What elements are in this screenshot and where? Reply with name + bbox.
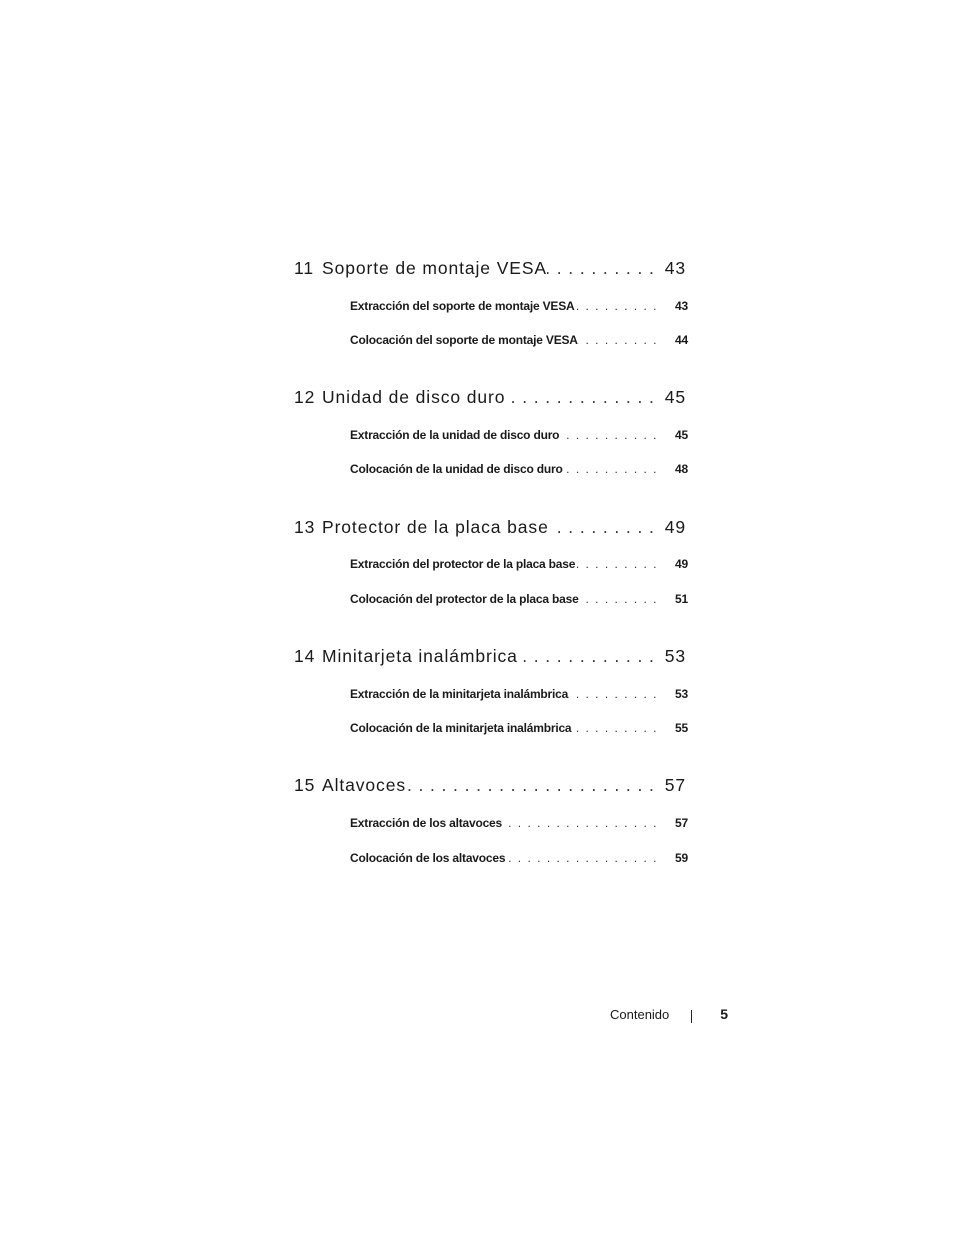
chapter-number: 14 [294, 646, 316, 666]
toc-section[interactable] [350, 592, 688, 606]
toc-section[interactable] [350, 299, 688, 313]
section-page-number: 44 [675, 333, 688, 347]
section-title: Colocación del protector de la placa base [350, 592, 579, 606]
toc-section[interactable] [350, 816, 688, 830]
dot-leader [575, 557, 660, 571]
section-title: Extracción del protector de la placa base [350, 557, 576, 571]
chapter-number: 15 [294, 775, 316, 795]
section-page-number: 49 [675, 557, 688, 571]
footer-label: Contenido [610, 1007, 670, 1022]
dot-leader [571, 721, 660, 735]
chapter-page-number: 43 [664, 258, 686, 278]
section-page-number: 45 [675, 428, 688, 442]
section-title: Colocación de los altavoces [350, 851, 506, 865]
toc-chapter-14[interactable] [294, 646, 686, 667]
dot-leader [568, 687, 660, 701]
toc-section[interactable] [350, 462, 688, 476]
section-title: Colocación de la minitarjeta inalámbrica [350, 721, 572, 735]
toc-chapter-15[interactable] [294, 775, 686, 796]
chapter-title: Protector de la placa base [322, 517, 549, 537]
section-page-number: 48 [675, 462, 688, 476]
toc-chapter-12[interactable] [294, 387, 686, 408]
page-footer [560, 1007, 728, 1027]
chapter-number: 12 [294, 387, 316, 407]
section-page-number: 43 [675, 299, 688, 313]
dot-leader [547, 258, 655, 279]
dot-leader [578, 333, 660, 347]
chapter-title: Unidad de disco duro [322, 387, 506, 407]
section-page-number: 59 [675, 851, 688, 865]
toc-section[interactable] [350, 721, 688, 735]
dot-leader [559, 428, 660, 442]
toc-chapter-11[interactable] [294, 258, 686, 279]
chapter-page-number: 57 [664, 775, 686, 795]
footer-separator [691, 1010, 692, 1023]
section-title: Colocación del soporte de montaje VESA [350, 333, 578, 347]
dot-leader [502, 816, 660, 830]
section-page-number: 57 [675, 816, 688, 830]
section-title: Extracción de la unidad de disco duro [350, 428, 560, 442]
chapter-number: 13 [294, 517, 316, 537]
section-page-number: 51 [675, 592, 688, 606]
chapter-title: Soporte de montaje VESA [322, 258, 547, 278]
chapter-page-number: 45 [664, 387, 686, 407]
dot-leader [406, 775, 655, 796]
dot-leader [518, 646, 655, 667]
toc-section[interactable] [350, 428, 688, 442]
dot-leader [563, 462, 660, 476]
section-title: Extracción de la minitarjeta inalámbrica [350, 687, 569, 701]
chapter-number: 11 [294, 258, 314, 278]
toc-section[interactable] [350, 687, 688, 701]
section-page-number: 55 [675, 721, 688, 735]
dot-leader [549, 517, 655, 538]
section-title: Extracción del soporte de montaje VESA [350, 299, 575, 313]
dot-leader [505, 851, 660, 865]
chapter-title: Minitarjeta inalámbrica [322, 646, 518, 666]
footer-page-number: 5 [720, 1006, 728, 1022]
chapter-title: Altavoces [322, 775, 406, 795]
chapter-page-number: 49 [664, 517, 686, 537]
dot-leader [574, 299, 660, 313]
chapter-page-number: 53 [664, 646, 686, 666]
section-title: Colocación de la unidad de disco duro [350, 462, 563, 476]
section-page-number: 53 [675, 687, 688, 701]
toc-chapter-13[interactable] [294, 517, 686, 538]
section-title: Extracción de los altavoces [350, 816, 503, 830]
toc-section[interactable] [350, 333, 688, 347]
toc-section[interactable] [350, 557, 688, 571]
toc-section[interactable] [350, 851, 688, 865]
dot-leader [505, 387, 654, 408]
dot-leader [579, 592, 660, 606]
